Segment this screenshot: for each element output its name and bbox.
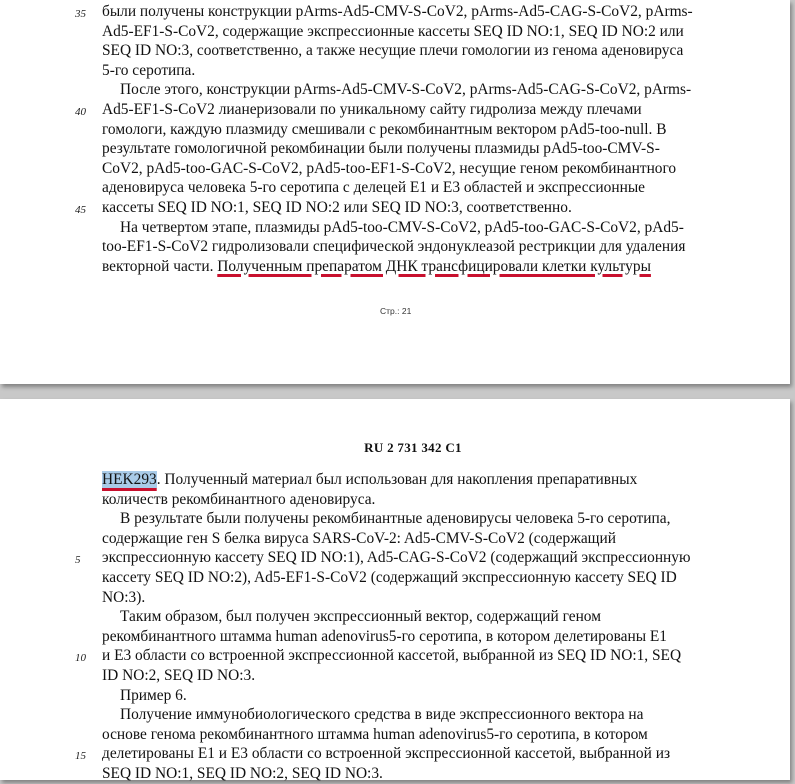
text-line — [102, 22, 722, 42]
text-line — [102, 705, 722, 725]
text-line — [102, 588, 722, 608]
text-line — [102, 666, 722, 686]
text-line — [75, 548, 722, 568]
text-line-content: CoV2, pAd5-too-GAC-S-CoV2, pAd5-too-EF1-S-CoV2, несущие геном рекомбинантного — [102, 159, 677, 177]
text-line-content: Получение иммунобиологического средства в виде экспрессионного вектора на — [120, 706, 644, 724]
text-line-content: основе генома рекомбинантного штамма human adenovirus5-го серотипа, в котором — [102, 725, 648, 743]
text-line — [102, 139, 722, 159]
text-line — [102, 257, 722, 277]
text-line — [102, 725, 722, 745]
text-line — [75, 2, 722, 22]
text-line-content: кассету SEQ ID NO:2), Ad5-EF1-S-CoV2 (содержащий экспрессионную кассету SEQ ID — [102, 568, 677, 586]
text-line — [102, 178, 722, 198]
text-line-content: рекомбинантного штамма human adenovirus5-го серотипа, в котором делетированы E1 — [102, 627, 667, 645]
text-line-content: too-EF1-S-CoV2 гидролизовали специфической эндонуклеазой рестрикции для удаления — [102, 238, 686, 256]
text-line-content: NO:3). — [102, 588, 146, 606]
text-line-content: делетированы E1 и E3 области со встроенной экспрессионной кассетой, выбранной из — [102, 745, 671, 763]
text-line — [102, 218, 722, 238]
text-line-content: содержащие ген S белка вируса SARS-CoV-2: Ad5-CMV-S-CoV2 (содержащий — [102, 529, 616, 547]
line-number: 35 — [75, 8, 86, 20]
text-line-content: Пример 6. — [120, 686, 187, 704]
text-line — [102, 41, 722, 61]
text-line — [102, 509, 722, 529]
text-line-rest: . Полученный материал был использован для накопления препаративных — [156, 471, 638, 488]
text-line-content: количеств рекомбинантного аденовируса. — [102, 490, 376, 508]
text-line — [75, 646, 722, 666]
page-2-body-text — [75, 470, 722, 784]
text-line-content: SEQ ID NO:1, SEQ ID NO:2, SEQ ID NO:3. — [102, 764, 383, 782]
text-line — [102, 764, 722, 784]
page-number: Стр.: 21 — [380, 306, 412, 316]
text-line — [102, 470, 722, 490]
text-line — [75, 100, 722, 120]
text-line — [102, 61, 722, 81]
highlighted-term[interactable]: HEK293 — [102, 471, 157, 488]
text-line-content: Таким образом, был получен экспрессионный вектор, содержащий геном — [120, 608, 601, 626]
patent-header: RU 2 731 342 C1 — [364, 440, 462, 455]
text-line-content: Ad5-EF1-S-CoV2, содержащие экспрессионные кассеты SEQ ID NO:1, SEQ ID NO:2 или — [102, 22, 684, 40]
text-line — [102, 490, 722, 510]
text-line — [102, 627, 722, 647]
text-line-content: и E3 области со встроенной экспрессионной кассетой, выбранной из SEQ ID NO:1, SEQ — [102, 647, 682, 665]
text-line-content: векторной части. — [102, 257, 218, 275]
text-line — [102, 237, 722, 257]
document-page-1 — [0, 0, 790, 384]
line-number: 45 — [75, 203, 86, 216]
text-line — [102, 529, 722, 549]
text-line-content: аденовируса человека 5-го серотипа с делецей E1 и E3 областей и экспрессионные — [102, 179, 645, 197]
underlined-sentence[interactable]: Полученным препаратом ДНК трансфицировали клетки культуры — [217, 257, 651, 275]
text-line — [75, 744, 722, 764]
text-line-content: экспрессионную кассету SEQ ID NO:1), Ad5-CAG-S-CoV2 (содержащий экспрессионную — [102, 549, 691, 567]
line-number: 15 — [75, 750, 86, 763]
text-line-content: В результате были получены рекомбинантные аденовирусы человека 5-го серотипа, — [120, 510, 671, 528]
line-number: 5 — [75, 554, 81, 567]
text-line-content: ID NO:2, SEQ ID NO:3. — [102, 666, 256, 684]
text-line — [102, 686, 722, 706]
line-number: 10 — [75, 652, 86, 665]
text-line-content: кассеты SEQ ID NO:1, SEQ ID NO:2 или SEQ ID NO:3, соответственно. — [102, 198, 572, 216]
text-line-content: На четвертом этапе, плазмиды pAd5-too-CMV-S-CoV2, pAd5-too-GAC-S-CoV2, pAd5- — [120, 218, 684, 236]
text-line-content: гомологи, каждую плазмиду смешивали с рекомбинантным вектором pAd5-too-null. В — [102, 120, 667, 138]
text-line-content: Ad5-EF1-S-CoV2 лианеризовали по уникальному сайту гидролиза между плечами — [102, 100, 642, 118]
text-line-content: После этого, конструкции pArms-Ad5-CMV-S-CoV2, pArms-Ad5-CAG-S-CoV2, pArms- — [120, 81, 692, 99]
text-line-content: 5-го серотипа. — [102, 61, 196, 79]
text-line — [75, 198, 722, 218]
line-number: 40 — [75, 105, 86, 118]
text-line-content: результате гомологичной рекомбинации были получены плазмиды pAd5-too-CMV-S- — [102, 140, 660, 158]
text-line-content: SEQ ID NO:3, соответственно, а также несущие плечи гомологии из генома аденовируса — [102, 42, 684, 60]
text-line-content: были получены конструкции pArms-Ad5-CMV-S-CoV2, pArms-Ad5-CAG-S-CoV2, pArms- — [102, 3, 693, 20]
text-line — [102, 80, 722, 100]
page-1-body-text — [75, 2, 722, 276]
text-line — [102, 159, 722, 179]
text-line — [102, 120, 722, 140]
text-line — [102, 607, 722, 627]
text-line — [102, 568, 722, 588]
